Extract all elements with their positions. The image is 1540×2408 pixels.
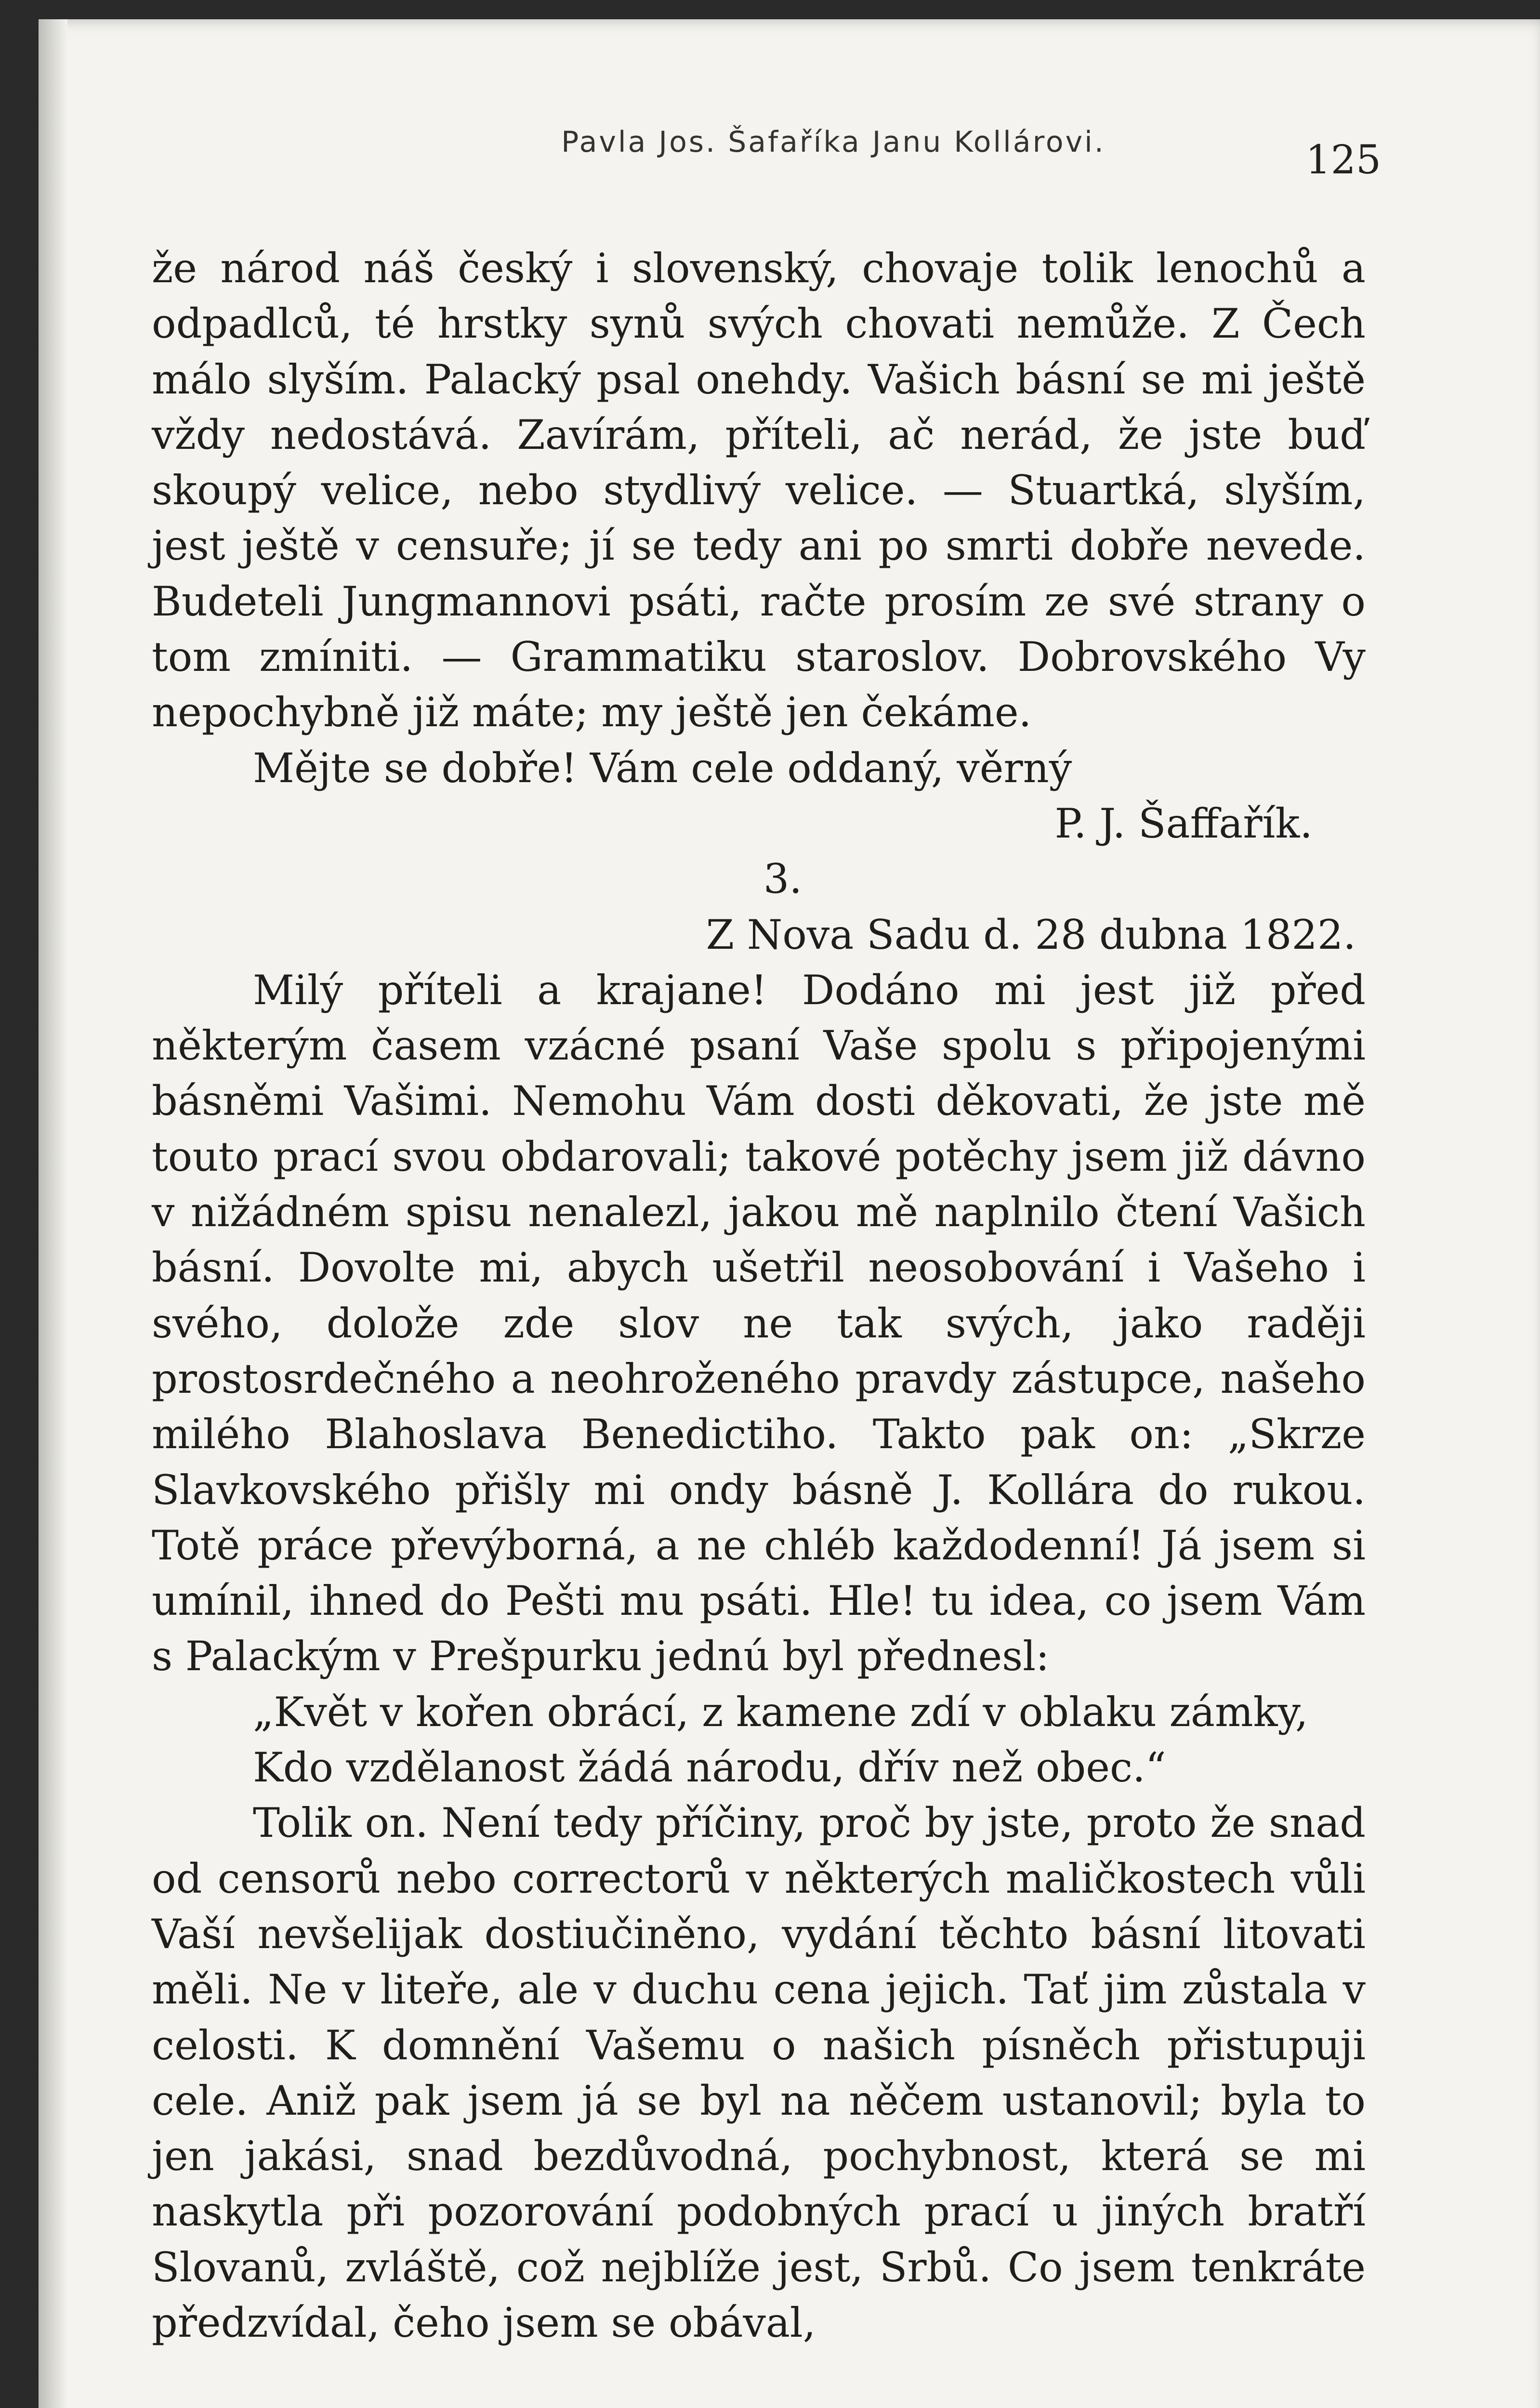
- closing-line: Mějte se dobře! Vám cele oddaný, věrný: [253, 744, 1072, 792]
- letter-number: 3.: [763, 855, 803, 903]
- book-page: [39, 19, 1540, 2408]
- page-text: [152, 241, 1366, 2351]
- letter-paragraph: Milý příteli a krajane! Dodáno mi jest již před některým časem vzácné psaní Vaše spolu s připojenými básněmi Vašimi. Nemohu Vám dosti děkovati, že jste mě touto prací svou obdarovali; takové potěchy jsem již dávno v nižádném spisu nenalezl, jakou mě naplnilo čtení Vašich básní. Dovolte mi, abych ušetřil neosobování i Vašeho i svého, dolože zde slov ne tak svých, jako raději prostosrdečného a neohroženého pravdy zástupce, našeho milého Blahoslava Benedictiho. Takto pak on: „Skrze Slavkovského přišly mi ondy básně J. Kollára do rukou. Totě práce převýborná, a ne chléb každodenní! Já jsem si umínil, ihned do Pešti mu psáti. Hle! tu idea, co jsem Vám s Palackým v Prešpurku jednú byl přednesl:: [152, 966, 1366, 1680]
- letter-paragraph-2: Tolik on. Není tedy příčiny, proč by jste, proto že snad od censorů nebo correctorů v některých maličkostech vůli Vaší nevšelijak dostiučiněno, vydání těchto básní litovati měli. Ne v liteře, ale v duchu cena jejich. Tať jim zůstala v celosti. K domnění Vašemu o našich písněch přistupuji cele. Aniž pak jsem já se byl na něčem ustanovil; byla to jen jakási, snad bezdůvodná, pochybnost, která se mi naskytla při pozorování podobných prací u jiných bratří Slovanů, zvláště, což nejblíže jest, Srbů. Co jsem tenkráte předzvídal, čeho jsem se obával,: [152, 1799, 1366, 2346]
- verse-line-2: Kdo vzdělanost žádá národu, dřív než obec.“: [253, 1744, 1166, 1792]
- dateline: Z Nova Sadu d. 28 dubna 1822.: [706, 911, 1356, 958]
- verse-line-1: „Květ v kořen obrácí, z kamene zdí v oblaku zámky,: [253, 1688, 1308, 1736]
- running-head: Pavla Jos. Šafaříka Janu Kollárovi.: [561, 125, 1106, 159]
- paragraph-continuation: že národ náš český i slovenský, chovaje tolik lenochů a odpadlců, té hrstky synů svých chovati nemůže. Z Čech málo slyším. Palacký psal onehdy. Vašich básní se mi ještě vždy nedostává. Zavírám, příteli, ač nerád, že jste buď skoupý velice, nebo stydlivý velice. — Stuartká, slyším, jest ještě v censuře; jí se tedy ani po smrti dobře nevede. Budeteli Jungmannovi psáti, račte prosím ze své strany o tom zmíniti. — Grammatiku staroslov. Dobrovského Vy nepochybně již máte; my ještě jen čekáme.: [152, 245, 1366, 736]
- signature: P. J. Šaffařík.: [1054, 799, 1313, 847]
- page-number: 125: [1305, 137, 1381, 183]
